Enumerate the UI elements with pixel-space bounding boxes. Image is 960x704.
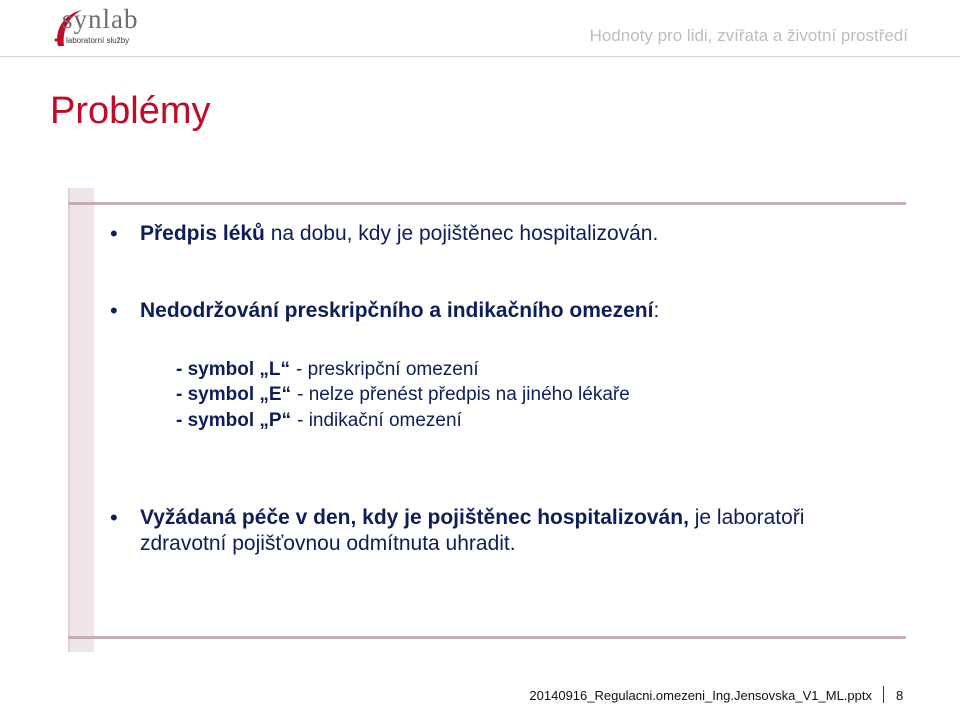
sub-item-text: - indikační omezení [297,410,462,431]
frame-left-band [68,188,94,652]
logo-subtitle: laboratorní služby [66,36,130,45]
bullet-3-text: je laboratoři zdravotní pojišťovnou odmítnuta uhradit. [140,506,805,555]
footer-separator [883,686,884,703]
footer-document-name: 20140916_Regulacni.omezeni_Ing.Jensovska_V1_ML.pptx [529,688,872,703]
slide-title: Problémy [50,90,211,132]
sub-item-prefix: - symbol [176,359,255,380]
bullet-dot-icon: • [110,221,118,246]
header-divider [0,56,960,57]
sub-item-symbol: „L“ [259,359,291,380]
bullet-3 [140,505,880,557]
sub-item-prefix: - symbol [176,384,255,405]
bullet-2-bold: Nedodržování preskripčního a indikačního omezení [140,299,654,322]
sub-item-l [176,358,479,382]
footer-page-number: 8 [896,688,904,703]
bullet-1-bold: Předpis léků [140,222,265,245]
bullet-1-text: na dobu, kdy je pojištěnec hospitalizován. [264,222,659,245]
sub-item-e [176,383,630,407]
sub-item-p [176,409,462,433]
logo-wordmark: synlab [62,4,139,34]
frame-bottom-line [68,636,906,639]
bullet-dot-icon: • [110,298,118,323]
header-tagline: Hodnoty pro lidi, zvířata a životní prostředí [589,26,908,45]
sub-item-symbol: „E“ [259,384,292,405]
sub-item-prefix: - symbol [176,410,255,431]
sub-item-text: - preskripční omezení [296,359,479,380]
bullet-1 [140,221,658,247]
frame-top-line [68,202,906,205]
bullet-2 [140,298,659,324]
frame-left-line [68,188,70,652]
bullet-3-bold: Vyžádaná péče v den, kdy je pojištěnec hospitalizován, [140,506,689,529]
bullet-dot-icon: • [110,505,118,530]
sub-item-text: - nelze přenést předpis na jiného lékaře [297,384,630,405]
bullet-2-text: : [653,299,660,322]
sub-item-symbol: „P“ [259,410,292,431]
